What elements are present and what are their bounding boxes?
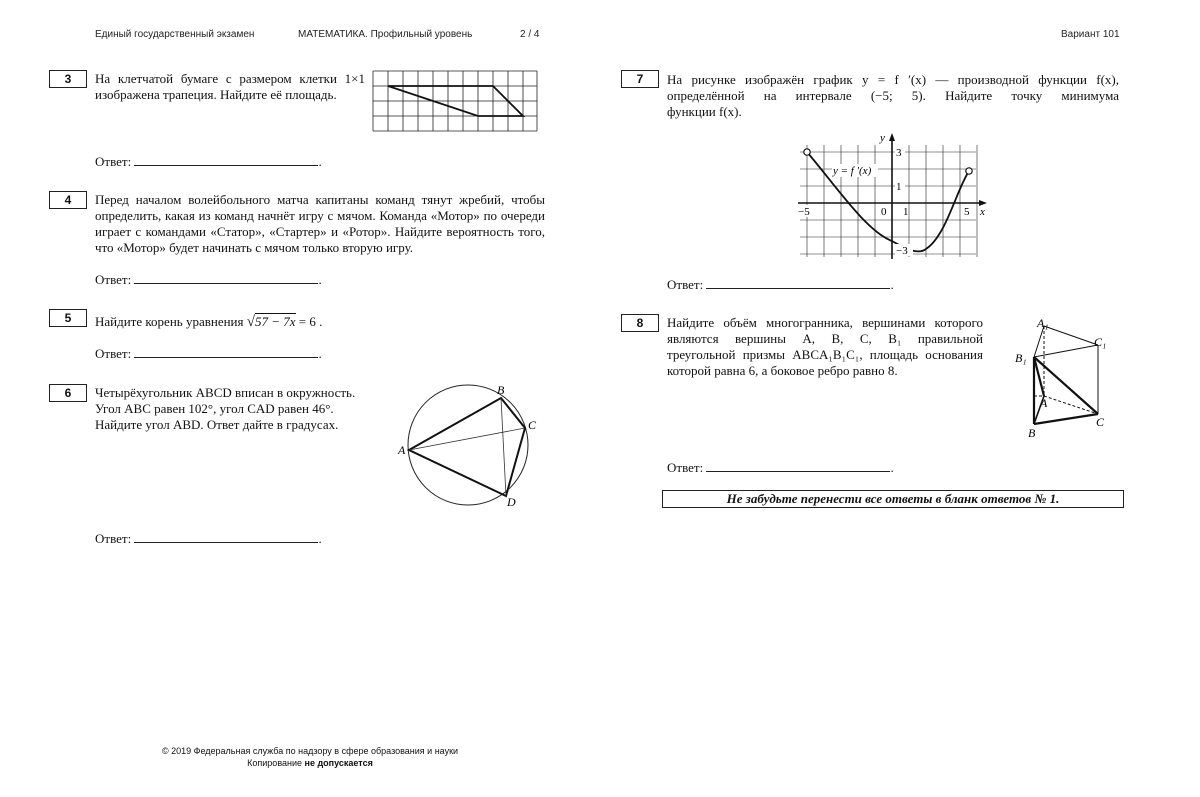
tick-x-0: 0 bbox=[881, 206, 887, 218]
task-5-number: 5 bbox=[49, 309, 87, 327]
answer-line bbox=[706, 460, 890, 472]
header-page: 2 / 4 bbox=[520, 29, 540, 40]
point-label-c: C bbox=[528, 418, 537, 432]
tick-x-neg5: −5 bbox=[798, 206, 810, 218]
answers-reminder: Не забудьте перенести все ответы в бланк ответов № 1. bbox=[662, 490, 1124, 508]
task-8-answer[interactable]: Ответ: . bbox=[667, 460, 894, 475]
task-3-answer[interactable]: Ответ: . bbox=[95, 154, 322, 169]
label-c: C bbox=[1096, 415, 1105, 429]
derivative-curve bbox=[807, 152, 969, 251]
task-6-text: Четырёхугольник ABCD вписан в окружность. Угол ABC равен 102°, угол CAD равен 46°. Найдите угол ABD. Ответ дайте в градусах. bbox=[95, 385, 356, 432]
label-b: B bbox=[1028, 426, 1036, 440]
answer-line bbox=[134, 346, 318, 358]
task-8-number: 8 bbox=[621, 314, 659, 332]
sqrt-sign: √ bbox=[246, 314, 255, 330]
y-axis-label: y bbox=[880, 132, 885, 144]
answer-line bbox=[134, 531, 318, 543]
task-8-text: Найдите объём многогранника, вершинами которого являются вершины A, B, C, B₁ правильной треугольной призмы ABCA₁B₁C₁, площадь основания которой равна 6, а боковое ребро равно 8. bbox=[667, 315, 983, 378]
task-8-prism bbox=[1012, 314, 1116, 440]
answer-line bbox=[706, 277, 890, 289]
task-4-answer[interactable]: Ответ: . bbox=[95, 272, 322, 287]
task-6-number: 6 bbox=[49, 384, 87, 402]
label-b1: B₁ bbox=[1015, 351, 1027, 365]
header-exam: Единый государственный экзамен bbox=[95, 29, 255, 40]
x-axis-label: x bbox=[980, 206, 985, 218]
task-4-number: 4 bbox=[49, 191, 87, 209]
label-a: A bbox=[1040, 396, 1048, 410]
task-3-trapezoid-grid bbox=[372, 70, 538, 132]
tick-x-1: 1 bbox=[903, 206, 909, 218]
task-6-inscribed-quadrilateral bbox=[392, 382, 542, 512]
footer-copy-notice: Копирование не допускается bbox=[247, 758, 373, 768]
label-c1: C₁ bbox=[1094, 335, 1107, 349]
task-5-text: Найдите корень уравнения √57 − 7x = 6 . bbox=[95, 314, 323, 330]
task-4-text: Перед началом волейбольного матча капитаны команд тянут жребий, чтобы определить, какая из команд начнёт игру с мячом. Команда «Мотор» по очереди играет с командами «Статор», «Стартер» и «Ротор». Найдите вероятность того, что «Мотор» будет начинать с мячом только вторую игру. bbox=[95, 192, 545, 255]
point-label-a: A bbox=[398, 443, 406, 457]
footer-copyright: © 2019 Федеральная служба по надзору в сфере образования и науки bbox=[161, 746, 459, 756]
point-label-d: D bbox=[507, 495, 516, 509]
header-variant: Вариант 101 bbox=[1061, 29, 1120, 40]
task-5-radicand: 57 − 7x bbox=[254, 314, 296, 329]
task-7-derivative-graph bbox=[796, 131, 988, 261]
answer-line bbox=[134, 154, 318, 166]
task-3-text: На клетчатой бумаге с размером клетки 1×1 изображена трапеция. Найдите её площадь. bbox=[95, 71, 365, 102]
task-7-answer[interactable]: Ответ: . bbox=[667, 277, 894, 292]
tick-y-3: 3 bbox=[896, 147, 902, 159]
tick-y-neg3: −3 bbox=[896, 245, 908, 257]
task-7-number: 7 bbox=[621, 70, 659, 88]
task-7-text: На рисунке изображён график y = f ′(x) — производной функции f(x), определённой на интервале (−5; 5). Найдите точку минимума функции f(x). bbox=[667, 72, 1119, 119]
task-3-number: 3 bbox=[49, 70, 87, 88]
header-subject: МАТЕМАТИКА. Профильный уровень bbox=[298, 29, 473, 40]
task-6-answer[interactable]: Ответ: . bbox=[95, 531, 322, 546]
answer-line bbox=[134, 272, 318, 284]
tick-x-5: 5 bbox=[964, 206, 970, 218]
tick-y-1: 1 bbox=[896, 181, 902, 193]
task-5-answer[interactable]: Ответ: . bbox=[95, 346, 322, 361]
curve-label: y = f ′(x) bbox=[833, 165, 872, 177]
point-label-b: B bbox=[497, 383, 505, 397]
label-a1: A₁ bbox=[1037, 316, 1049, 330]
